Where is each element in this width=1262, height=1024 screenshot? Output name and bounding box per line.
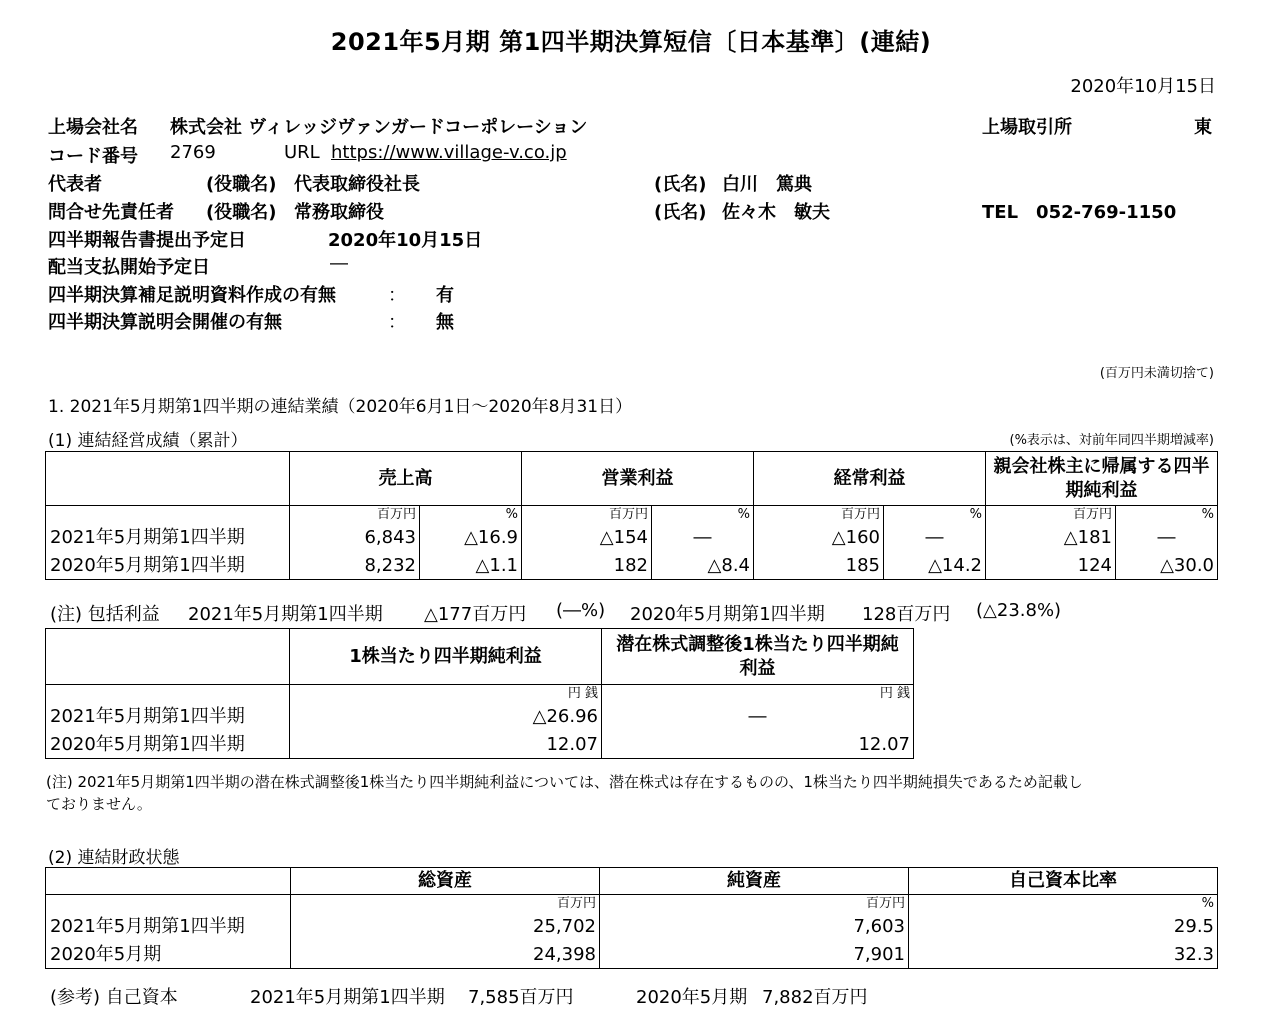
unit-million-yen: 百万円 [556, 896, 596, 911]
briefing-value: 無 [436, 312, 454, 333]
rep-title-label: (役職名) [206, 174, 277, 195]
contact-title: 常務取締役 [294, 202, 384, 223]
cell-value: 182 [613, 554, 648, 576]
cell-value: 12.07 [546, 733, 598, 755]
equity-ref-value-1: 7,585百万円 [468, 987, 574, 1008]
row-labels [46, 895, 291, 969]
report-filing-date: 2020年10月15日 [328, 230, 483, 251]
net-assets-cell [600, 895, 909, 969]
operating-results-table [45, 451, 1218, 580]
row-label-2021q1: 2021年5月期第1四半期 [50, 916, 245, 937]
code-value: 2769 [170, 142, 216, 163]
unit-million-yen: 百万円 [608, 507, 648, 522]
row-labels [46, 685, 290, 759]
cell-value: △26.96 [532, 706, 598, 727]
header-net-assets: 純資産 [600, 868, 909, 895]
supplementary-colon: ： [388, 285, 406, 306]
total-assets-cell [291, 895, 600, 969]
cell-value: 124 [1077, 554, 1112, 576]
code-label: コード番号 [48, 146, 138, 167]
equity-ref-label: (参考) 自己資本 [50, 987, 178, 1008]
cell-value: 12.07 [858, 733, 910, 755]
sales-amount-cell [290, 506, 420, 580]
cell-value: 24,398 [533, 943, 596, 965]
header-blank [46, 452, 290, 506]
eps-table [45, 628, 914, 759]
contact-name-label: (氏名) [654, 202, 707, 223]
rep-name-label: (氏名) [654, 174, 707, 195]
exchange-value: 東 [1194, 117, 1212, 138]
cell-value: ― [1157, 527, 1176, 548]
unit-million-yen: 百万円 [865, 896, 905, 911]
exchange-label: 上場取引所 [982, 117, 1072, 138]
diluted-eps-cell [602, 685, 914, 759]
header-total-assets: 総資産 [291, 868, 600, 895]
ordinary-pct-cell [884, 506, 986, 580]
cell-value: △30.0 [1160, 554, 1214, 576]
unit-yen-sen: 円 銭 [879, 686, 910, 701]
unit-percent: % [969, 507, 982, 522]
contact-tel: TEL 052-769-1150 [982, 202, 1177, 223]
cell-value: 32.3 [1173, 943, 1214, 965]
supplementary-value: 有 [436, 285, 454, 306]
header-diluted-eps [602, 629, 914, 685]
comprehensive-value-2: 128百万円 [862, 604, 951, 625]
unit-percent: % [1201, 507, 1214, 522]
percent-note: (%表示は、対前年同四半期増減率) [1009, 433, 1214, 448]
row-labels [46, 506, 290, 580]
cell-value: △160 [831, 527, 880, 548]
briefing-label: 四半期決算説明会開催の有無 [48, 312, 282, 333]
header-diluted-eps-text: 潜在株式調整後1株当たり四半期純利益 [616, 633, 899, 679]
page-title: 2021年5月期 第1四半期決算短信〔日本基準〕(連結) [330, 28, 932, 56]
ordinary-amount-cell [754, 506, 884, 580]
cell-value: 185 [845, 554, 880, 576]
comprehensive-value-1: △177百万円 [424, 604, 527, 625]
cell-value: 8,232 [364, 554, 416, 576]
cell-value: 29.5 [1173, 916, 1214, 937]
supplementary-label: 四半期決算補足説明資料作成の有無 [48, 285, 336, 306]
url-label: URL [284, 142, 320, 163]
cell-value: ― [925, 527, 944, 548]
comprehensive-period-1: 2021年5月期第1四半期 [188, 604, 383, 625]
row-label-2020q1: 2020年5月期第1四半期 [50, 733, 245, 755]
header-equity-ratio: 自己資本比率 [909, 868, 1218, 895]
unit-million-yen: 百万円 [376, 507, 416, 522]
subsection-1-title: (1) 連結経営成績（累計） [48, 431, 248, 451]
header-sales: 売上高 [290, 452, 522, 506]
cell-value: ― [693, 527, 712, 548]
sales-pct-cell [420, 506, 522, 580]
cell-value: △16.9 [464, 527, 518, 548]
row-label-2020: 2020年5月期 [50, 943, 162, 965]
cell-value: △181 [1063, 527, 1112, 548]
cell-value: △14.2 [928, 554, 982, 576]
unit-percent: % [1201, 896, 1214, 911]
operating-amount-cell [522, 506, 652, 580]
unit-percent: % [737, 507, 750, 522]
row-label-2020q1: 2020年5月期第1四半期 [50, 554, 245, 576]
cell-value: 25,702 [533, 916, 596, 937]
representative-label: 代表者 [48, 174, 102, 195]
equity-ref-value-2: 7,882百万円 [762, 987, 868, 1008]
header-ordinary-income: 経常利益 [754, 452, 986, 506]
rep-name: 白川 篤典 [722, 174, 812, 195]
financial-position-table [45, 867, 1218, 969]
unit-million-yen: 百万円 [840, 507, 880, 522]
equity-ratio-cell [909, 895, 1218, 969]
briefing-colon: ： [388, 312, 406, 333]
eps-note-line-1: (注) 2021年5月期第1四半期の潜在株式調整後1株当たり四半期純利益については、潜在株式は存在するものの、1株当たり四半期純損失であるため記載し [46, 773, 1083, 791]
header-blank [46, 868, 291, 895]
subsection-2-title: (2) 連結財政状態 [48, 848, 180, 868]
report-date-label: 四半期報告書提出予定日 [48, 230, 246, 251]
cell-value: 6,843 [364, 527, 416, 548]
unit-percent: % [505, 507, 518, 522]
header-net-income: 親会社株主に帰属する四半期純利益 [986, 452, 1218, 506]
rounding-note: (百万円未満切捨て) [1099, 366, 1214, 381]
contact-name: 佐々木 敏夫 [722, 202, 830, 223]
unit-yen-sen: 円 銭 [567, 686, 598, 701]
eps-cell [290, 685, 602, 759]
company-name-label: 上場会社名 [48, 117, 138, 138]
comprehensive-change-1: (―%) [556, 600, 606, 621]
header-eps: 1株当たり四半期純利益 [290, 629, 602, 685]
net-amount-cell [986, 506, 1116, 580]
comprehensive-label: (注) 包括利益 [50, 604, 160, 625]
dividend-label: 配当支払開始予定日 [48, 257, 210, 278]
equity-ref-period-1: 2021年5月期第1四半期 [250, 987, 445, 1008]
rep-title: 代表取締役社長 [294, 174, 420, 195]
cell-value: △154 [599, 527, 648, 548]
unit-million-yen: 百万円 [1072, 507, 1112, 522]
section-1-title: 1. 2021年5月期第1四半期の連結業績（2020年6月1日～2020年8月31日） [48, 397, 633, 417]
net-pct-cell [1116, 506, 1218, 580]
company-url-link[interactable]: https://www.village-v.co.jp [331, 142, 567, 163]
contact-label: 問合せ先責任者 [48, 202, 174, 223]
comprehensive-period-2: 2020年5月期第1四半期 [630, 604, 825, 625]
header-blank [46, 629, 290, 685]
cell-value: △8.4 [707, 554, 750, 576]
eps-note-line-2: ておりません。 [46, 795, 152, 813]
cell-value: 7,603 [853, 916, 905, 937]
comprehensive-change-2: (△23.8%) [976, 600, 1062, 621]
cell-value: △1.1 [475, 554, 518, 576]
cell-value: ― [748, 706, 767, 727]
contact-title-label: (役職名) [206, 202, 277, 223]
operating-pct-cell [652, 506, 754, 580]
header-operating-income: 営業利益 [522, 452, 754, 506]
report-date: 2020年10月15日 [1070, 76, 1216, 97]
row-label-2021q1: 2021年5月期第1四半期 [50, 706, 245, 727]
company-name: 株式会社 ヴィレッジヴァンガードコーポレーション [170, 117, 588, 138]
cell-value: 7,901 [853, 943, 905, 965]
row-label-2021q1: 2021年5月期第1四半期 [50, 527, 245, 548]
equity-ref-period-2: 2020年5月期 [636, 987, 748, 1008]
dividend-date: ― [330, 253, 348, 274]
